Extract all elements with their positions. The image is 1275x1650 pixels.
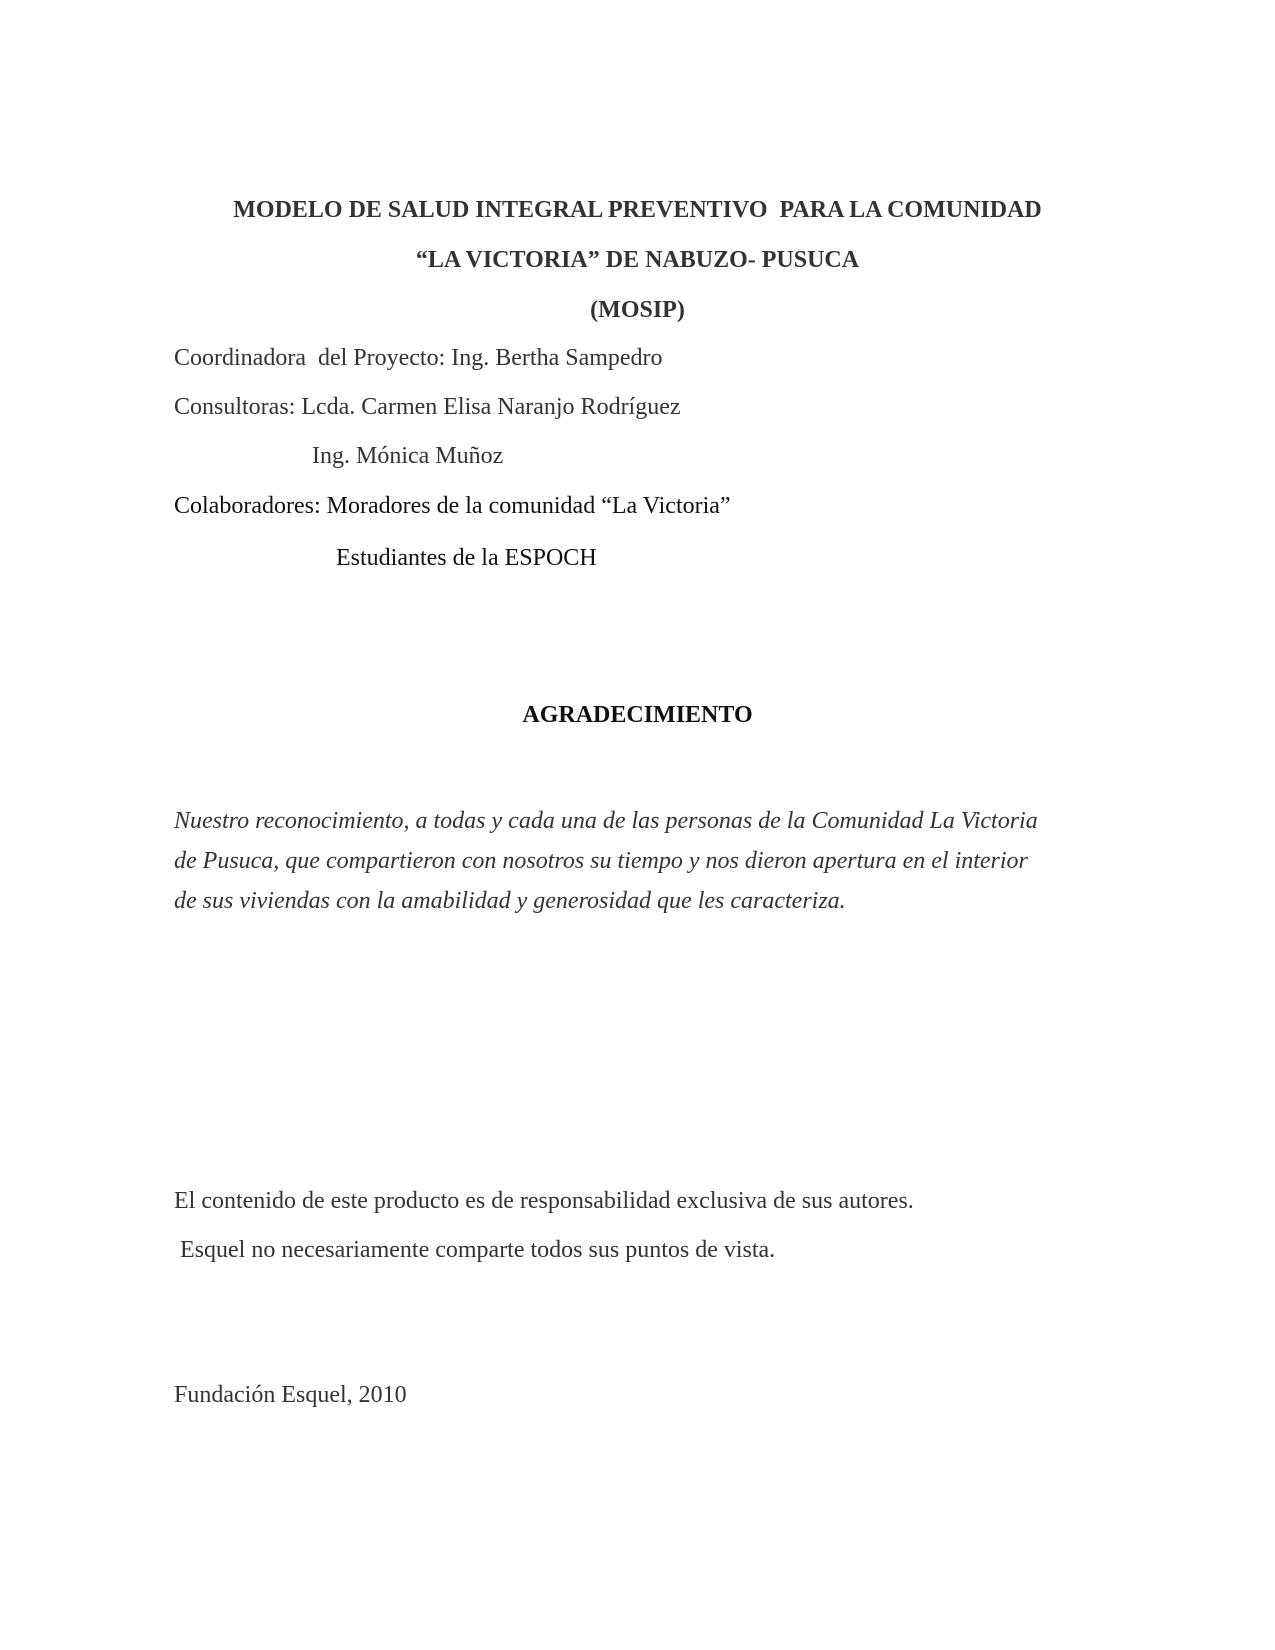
consultants-line-1: Consultoras: Lcda. Carmen Elisa Naranjo Rodríguez xyxy=(174,394,681,420)
title-line-2: “LA VICTORIA” DE NABUZO- PUSUCA xyxy=(415,247,860,273)
collaborators-line-1: Colaboradores: Moradores de la comunidad “La Victoria” xyxy=(174,493,731,519)
acknowledgement-line-1: Nuestro reconocimiento, a todas y cada una de las personas de la Comunidad La Victoria xyxy=(174,808,1038,834)
disclaimer-line-1: El contenido de este producto es de responsabilidad exclusiva de sus autores. xyxy=(174,1188,914,1214)
consultants-line-2: Ing. Mónica Muñoz xyxy=(312,443,504,469)
acknowledgement-line-3: de sus viviendas con la amabilidad y generosidad que les caracteriza. xyxy=(174,888,846,914)
publisher-line: Fundación Esquel, 2010 xyxy=(174,1382,407,1408)
acknowledgement-heading: AGRADECIMIENTO xyxy=(522,702,753,728)
disclaimer-line-2: Esquel no necesariamente comparte todos sus puntos de vista. xyxy=(174,1237,776,1263)
acknowledgement-line-2: de Pusuca, que compartieron con nosotros su tiempo y nos dieron apertura en el interior xyxy=(174,848,1028,874)
title-line-3: (MOSIP) xyxy=(590,297,685,323)
collaborators-line-2: Estudiantes de la ESPOCH xyxy=(336,545,597,571)
coordinator-line: Coordinadora del Proyecto: Ing. Bertha Sampedro xyxy=(174,345,663,371)
title-line-1: MODELO DE SALUD INTEGRAL PREVENTIVO PARA LA COMUNIDAD xyxy=(233,197,1042,223)
